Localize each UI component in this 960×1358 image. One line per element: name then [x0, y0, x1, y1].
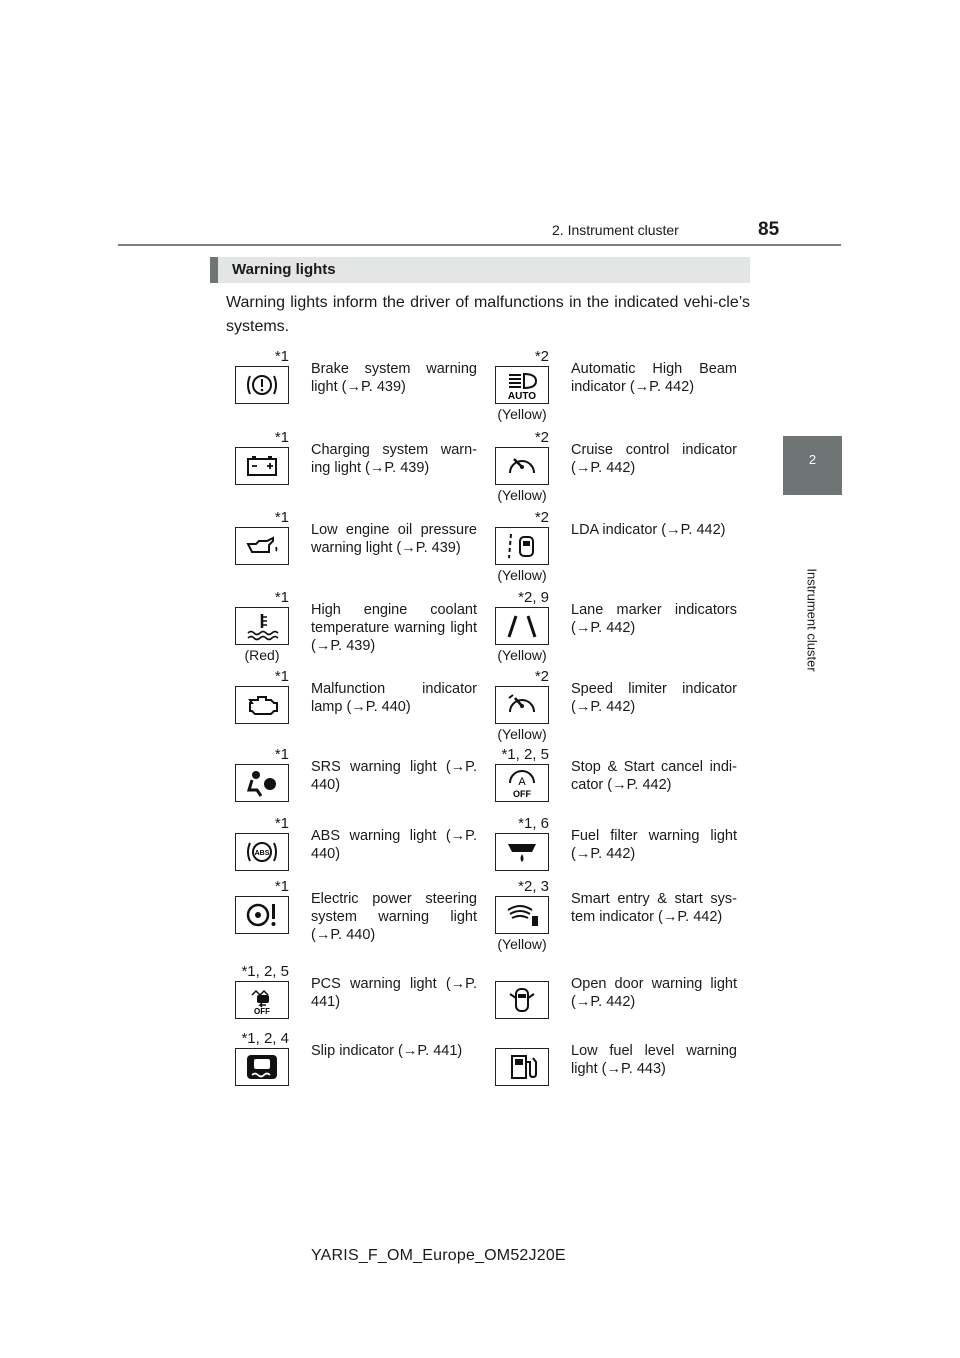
footnote-marker: *1, 6	[518, 815, 549, 832]
warning-light-entry	[495, 746, 750, 818]
warning-light-entry	[495, 815, 750, 887]
footnote-marker: *1	[274, 878, 289, 895]
warning-light-description: PCS warning light (→P. 441)	[311, 976, 477, 1010]
warning-light-description: Automatic High Beam indicator (→P. 442)	[571, 361, 737, 395]
footnote-marker: *1	[274, 509, 289, 526]
auto-high-beam-icon	[495, 366, 549, 404]
footnote-marker: *1	[274, 668, 289, 685]
warning-light-description: Electric power steering system warning light (→P. 440)	[311, 891, 477, 943]
warning-light-description: Lane marker indicators (→P. 442)	[571, 602, 737, 636]
pcs-off-icon	[235, 981, 289, 1019]
warning-light-entry	[495, 963, 750, 1035]
footnote-marker: *1	[274, 815, 289, 832]
speed-limiter-icon	[495, 686, 549, 724]
warning-light-description: Malfunction indicator lamp (→P. 440)	[311, 681, 477, 715]
srs-airbag-icon	[235, 764, 289, 802]
warning-light-entry	[235, 509, 490, 581]
chapter-tab-number: 2	[808, 452, 817, 467]
intro-paragraph: Warning lights inform the driver of malfunctions in the indicated vehi-cle’s systems.	[226, 294, 750, 335]
warning-light-description: Speed limiter indicator (→P. 442)	[571, 681, 737, 715]
svg-text:AUTO: AUTO	[507, 391, 537, 400]
warning-light-entry	[495, 668, 750, 740]
footnote-marker: *2, 9	[518, 589, 549, 606]
indicator-color-label: (Yellow)	[497, 936, 547, 952]
footnote-marker: *1, 2, 5	[241, 963, 289, 980]
cruise-control-icon	[495, 447, 549, 485]
indicator-color-label: (Yellow)	[497, 487, 547, 503]
warning-light-entry	[235, 1030, 490, 1102]
warning-light-description: Charging system warn-ing light (→P. 439)	[311, 442, 477, 476]
warning-light-entry	[235, 815, 490, 887]
footer-code: YARIS_F_OM_Europe_OM52J20E	[311, 1247, 566, 1264]
indicator-color-label: (Yellow)	[497, 406, 547, 422]
warning-light-description: SRS warning light (→P. 440)	[311, 759, 477, 793]
warning-light-description: Stop & Start cancel indi-cator (→P. 442)	[571, 759, 737, 793]
svg-text:ABS: ABS	[254, 850, 270, 857]
warning-light-entry	[235, 348, 490, 420]
footnote-marker: *2	[534, 429, 549, 446]
indicator-color-label: (Yellow)	[497, 567, 547, 583]
warning-light-entry	[495, 429, 750, 501]
page-number: 85	[758, 219, 780, 240]
stop-start-off-icon	[495, 764, 549, 802]
svg-text:OFF: OFF	[254, 1007, 270, 1015]
indicator-color-label: (Yellow)	[497, 647, 547, 663]
brake-warning-icon	[235, 366, 289, 404]
warning-light-description: Brake system warning light (→P. 439)	[311, 361, 477, 395]
footnote-marker: *2, 3	[518, 878, 549, 895]
warning-light-entry	[235, 746, 490, 818]
footnote-marker: *2	[534, 348, 549, 365]
abs-icon	[235, 833, 289, 871]
footnote-marker: *1	[274, 348, 289, 365]
lane-marker-icon	[495, 607, 549, 645]
warning-light-description: Smart entry & start sys-tem indicator (→P. 442)	[571, 891, 737, 925]
warning-light-description: Slip indicator (→P. 441)	[311, 1043, 463, 1059]
fuel-filter-icon	[495, 833, 549, 871]
section-heading	[210, 257, 750, 283]
warning-light-description: ABS warning light (→P. 440)	[311, 828, 477, 862]
footnote-marker: *2	[534, 668, 549, 685]
fuel-pump-icon	[495, 1048, 549, 1086]
footnote-marker: *1, 2, 5	[501, 746, 549, 763]
svg-text:OFF: OFF	[513, 789, 531, 798]
warning-light-description: Cruise control indicator (→P. 442)	[571, 442, 737, 476]
warning-light-entry	[495, 509, 750, 581]
coolant-temperature-icon	[235, 607, 289, 645]
warning-light-description: Open door warning light (→P. 442)	[571, 976, 737, 1010]
warning-light-description: Fuel filter warning light (→P. 442)	[571, 828, 737, 862]
warning-light-entry	[235, 668, 490, 740]
engine-icon	[235, 686, 289, 724]
lda-icon	[495, 527, 549, 565]
slip-indicator-icon	[235, 1048, 289, 1086]
section-title: 2. Instrument cluster	[552, 222, 679, 238]
power-steering-icon	[235, 896, 289, 934]
open-door-icon	[495, 981, 549, 1019]
footnote-marker: *1	[274, 746, 289, 763]
warning-light-entry	[495, 589, 750, 661]
warning-light-description: LDA indicator (→P. 442)	[571, 522, 726, 538]
warning-light-description: Low engine oil pressure warning light (→P. 439)	[311, 522, 477, 556]
section-heading-text: Warning lights	[232, 261, 336, 278]
svg-text:A: A	[518, 776, 526, 788]
smart-entry-icon	[495, 896, 549, 934]
footnote-marker: *2	[534, 509, 549, 526]
warning-light-entry	[495, 1030, 750, 1102]
oil-can-icon	[235, 527, 289, 565]
warning-light-entry	[235, 963, 490, 1035]
indicator-color-label: (Red)	[244, 647, 280, 663]
footnote-marker: *1	[274, 589, 289, 606]
footnote-marker: *1	[274, 429, 289, 446]
battery-icon	[235, 447, 289, 485]
header-divider	[118, 244, 841, 246]
warning-light-description: Low fuel level warning light (→P. 443)	[571, 1043, 737, 1077]
warning-light-entry	[495, 878, 750, 950]
warning-light-entry	[235, 878, 490, 950]
indicator-color-label: (Yellow)	[497, 726, 547, 742]
warning-light-entry	[235, 589, 490, 661]
warning-light-entry	[495, 348, 750, 420]
chapter-tab-label: Instrument cluster	[804, 568, 820, 672]
footnote-marker: *1, 2, 4	[241, 1030, 289, 1047]
warning-light-entry	[235, 429, 490, 501]
warning-light-description: High engine coolant temperature warning light (→P. 439)	[311, 602, 477, 654]
